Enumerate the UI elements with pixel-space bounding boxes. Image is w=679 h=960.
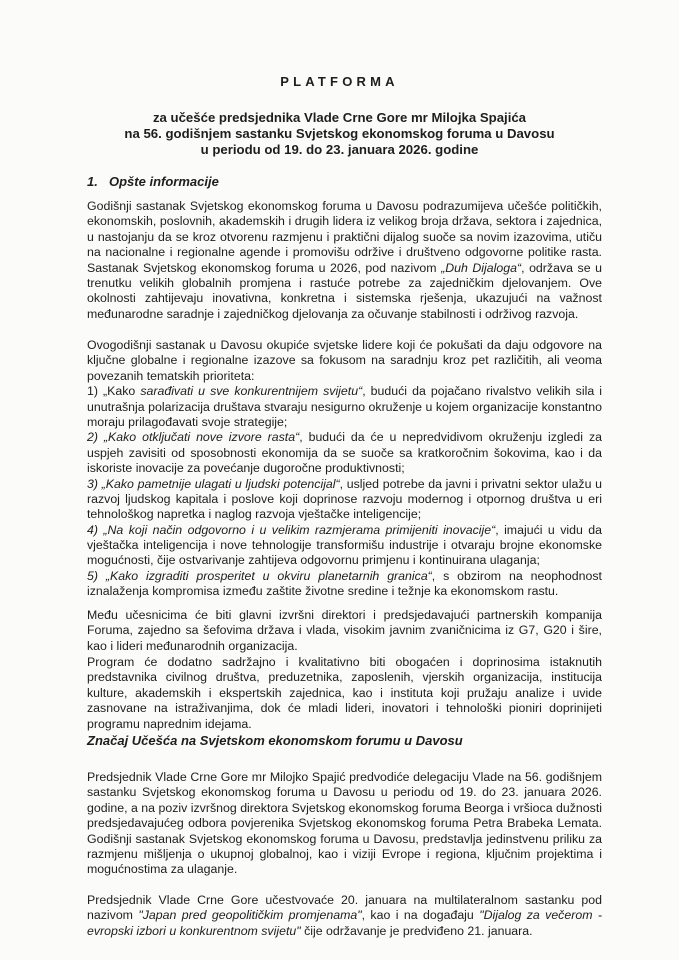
- text-line: [87, 538, 602, 553]
- text-line: [87, 701, 602, 716]
- text-line: [87, 686, 602, 701]
- text: mogućnosti, čije ostvarivanje zahtijeva odgovornu primjenu i kontinuirana ulaganja;: [87, 553, 540, 568]
- text-line: [87, 199, 602, 214]
- text-line: [87, 214, 602, 229]
- text: tehnološkog napretka i naglog razvoja vještačke inteligencije;: [87, 507, 422, 522]
- subtitle-line: u periodu od 19. do 23. januara 2026. godine: [200, 142, 479, 157]
- text-line: [87, 291, 602, 306]
- text-line: [87, 492, 602, 507]
- section-title: Opšte informacije: [109, 174, 219, 189]
- text: razmjenu mišljenja o ukupnoj globalnoj, kao i viziji Evrope i regiona, ključnim projektima i: [87, 846, 602, 861]
- text-line: [87, 477, 602, 492]
- text: 1) „Kako: [87, 384, 141, 399]
- text-line: [87, 446, 602, 461]
- italic-text: "Dijalog za večerom -: [479, 908, 602, 923]
- italic-text: 4) „Na koji način odgovorno i u velikim razmjerama primijeniti inovacije“: [87, 522, 496, 537]
- text: , usljed potrebe da javni i privatni sektor ulažu u: [339, 476, 602, 491]
- text: razvoj ljudskog kapitala i poslove koji doprinose razvoju modernog i otpornog društva u eri: [87, 491, 602, 506]
- text: predsjedavajućeg odbora povjerenika Svjetskog ekonomskog foruma Petra Brabeka Lemata.: [87, 816, 602, 831]
- text: vještačka inteligencija i nove tehnologije transformišu industrije i otvaraju brojne ekonomske: [87, 538, 602, 553]
- text-line: [87, 623, 602, 638]
- text: zasnovane na istraživanjima, dok će mladi lideri, inovatori i tehnološki pioniri doprinijeti: [87, 701, 602, 716]
- text-line: [87, 430, 602, 445]
- section-heading-significance: [87, 733, 463, 748]
- text-line: [87, 832, 602, 847]
- text-line: [87, 908, 602, 923]
- text: na nacionalne i regionalne agende i promovišu održive i društveno odgovorne politike rasta.: [87, 245, 602, 260]
- text-line: [87, 384, 602, 399]
- text-line: [87, 230, 602, 245]
- text-line: [87, 507, 602, 522]
- italic-text: "Japan pred geopolitičkim promjenama": [138, 908, 362, 923]
- text: trenutku velikih globalnih promjena i rastuće potrebe za zajedničkim djelovanjem. Ove: [87, 275, 602, 290]
- text: Ovogodišnji sastanak u Davosu okupiće svjetske lidere koji će pokušati da daju odgovore na: [87, 338, 602, 352]
- text: čije održavanje je predviđeno 21. januara.: [300, 923, 533, 938]
- text: međunarodne saradnje i zajedničkog djelovanja za očuvanje stabilnosti i održivog razvoja.: [87, 306, 579, 321]
- text-line: [87, 553, 602, 568]
- text: , s obzirom na neophodnost: [431, 568, 602, 583]
- text-line: [87, 801, 602, 816]
- text: povezanih tematskih prioriteta:: [87, 368, 255, 383]
- text: nazivom: [87, 908, 139, 923]
- text: predstavnika civilnog društva, preduzetnika, zaposlenih, vjerskih organizacija, institucija: [87, 670, 602, 685]
- text-line: [87, 523, 602, 538]
- paragraph: [87, 199, 602, 322]
- text: ekonomskih, poslovnih, akademskih i drugih lidera iz velikog broja država, sektora i zajednica,: [87, 214, 602, 229]
- text: ključne globalne i regionalne izazove sa fokusom na saradnju kroz pet različitih, ali veoma: [87, 353, 602, 368]
- text-line: [87, 415, 602, 430]
- text: , održava se u: [521, 260, 602, 275]
- paragraph: [87, 338, 602, 600]
- text-line: [87, 862, 602, 877]
- section-heading-general-info: [87, 174, 219, 189]
- text: mogućnostima za ulaganje.: [87, 862, 238, 877]
- text: okolnosti zahtijevaju inovativna, konkretna i sistemska rješenja, ukazujući na važnost: [87, 291, 602, 306]
- text-line: [87, 276, 602, 291]
- text: , kao i na događaju: [361, 908, 480, 923]
- text: uspjeh zavisiti od sposobnosti ekonomija da se suoče sa kratkoročnim šokovima, kao i da: [87, 445, 602, 460]
- paragraph: [87, 770, 602, 878]
- italic-text: 5) „Kako izgraditi prosperitet u okviru planetarnih granica“: [87, 568, 432, 583]
- text: Program će dodatno sadržajno i kvalitativno biti obogaćen i doprinosima istaknutih: [87, 655, 602, 669]
- text: Godišnji sastanak Svjetskog ekonomskog foruma u Davosu podrazumijeva učešće političkih,: [87, 199, 602, 213]
- document-title: PLATFORMA: [280, 74, 399, 89]
- text-line: [87, 816, 602, 831]
- text-line: [87, 893, 602, 908]
- text: iznalaženja kompromisa između zaštite životne sredine i težnje ka ekonomskom rastu.: [87, 584, 559, 599]
- text: unutrašnja polarizacija društava stvaraju nesigurno okruženje u kojem organizacije konstantno: [87, 399, 602, 414]
- text: , imajući u vidu da: [495, 522, 602, 537]
- section-number: 1.: [87, 174, 98, 189]
- text: programu naprednim idejama.: [87, 716, 252, 731]
- text: kao i lideri međunarodnih organizacija.: [87, 638, 298, 653]
- text-line: [87, 584, 602, 599]
- italic-text: sarađivati u sve konkurentnijem svijetu“: [140, 384, 363, 399]
- text-line: [87, 569, 602, 584]
- text: u nastojanju da se kroz otvorenu razmjenu i praktični dijalog suoče sa novim izazovima, utiču: [87, 229, 602, 244]
- subtitle-line: za učešće predsjednika Vlade Crne Gore mr Milojka Spajića: [152, 110, 527, 125]
- subtitle-line: na 56. godišnjem sastanku Svjetskog ekonomskog foruma u Davosu: [124, 126, 555, 141]
- text: Među učesnicima će biti glavni izvršni direktori i predsjedavajući partnerskih kompanija: [87, 608, 602, 622]
- text-line: [87, 245, 602, 260]
- text: Predsjednik Vlade Crne Gore učestvovaće 20. januara na multilateralnom sastanku pod: [87, 893, 602, 907]
- italic-text: 2) „Kako otključati nove izvore rasta“: [87, 430, 300, 445]
- italic-text: evropski izbori u konkurentnom svijetu": [87, 923, 301, 938]
- text-line: [87, 639, 602, 654]
- text-line: [87, 717, 602, 732]
- text: kulture, akademskih i ekspertskih zajednica, kao i instituta koji pružaju analize i uvide: [87, 685, 602, 700]
- text-line: [87, 770, 602, 785]
- paragraph: [87, 893, 602, 939]
- text-line: [87, 608, 602, 623]
- text: sastanku Svjetskog ekonomskog foruma u Davosu u periodu od 19. do 23. januara 2026.: [87, 785, 602, 800]
- text: iskoriste inovacije za povećanje dugoročne produktivnosti;: [87, 461, 405, 476]
- text: Godišnji sastanak Svjetskog ekonomskog foruma u Davosu, predstavlja jedinstvenu priliku za: [87, 831, 602, 846]
- text-line: [87, 353, 602, 368]
- italic-text: „Duh Dijaloga“: [441, 260, 522, 275]
- text-line: [87, 785, 602, 800]
- text-line: [87, 461, 602, 476]
- text: godine, a na poziv izvršnog direktora Svjetskog ekonomskog foruma Beorga i vršioca dužnosti: [87, 800, 602, 815]
- text: moraju prilagođavati svoje strategije;: [87, 414, 288, 429]
- text: Sastanak Svjetskog ekonomskog foruma u 2026, pod nazivom: [87, 260, 442, 275]
- italic-text: 3) „Kako pametnije ulagati u ljudski potencijal“: [87, 476, 340, 491]
- text-line: [87, 670, 602, 685]
- text: , budući da pojačano rivalstvo velikih sila i: [362, 384, 602, 399]
- text-line: [87, 655, 602, 670]
- text-line: [87, 400, 602, 415]
- text-line: [87, 847, 602, 862]
- text-line: [87, 924, 602, 939]
- text: Predsjednik Vlade Crne Gore mr Milojko Spajić predvodiće delegaciju Vlade na 56. godišnjem: [87, 770, 602, 784]
- text-line: [87, 307, 602, 322]
- paragraph: [87, 608, 602, 654]
- document-subtitle: [0, 110, 679, 158]
- text: Foruma, zajedno sa šefovima država i vlada, visokim javnim zvaničnicima iz G7, G20 i šire,: [87, 623, 602, 638]
- text-line: [87, 369, 602, 384]
- text-line: [87, 338, 602, 353]
- section-title: Značaj Učešća na Svjetskom ekonomskom forumu u Davosu: [87, 733, 463, 748]
- paragraph: [87, 655, 602, 732]
- text: , budući da će u nepredvidivom okruženju izgledi za: [299, 430, 603, 445]
- text-line: [87, 261, 602, 276]
